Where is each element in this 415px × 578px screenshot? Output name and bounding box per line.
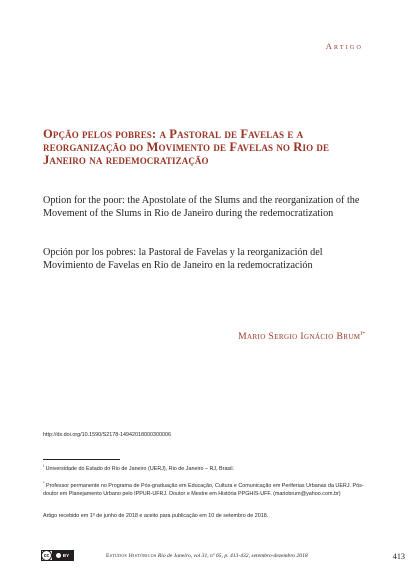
footnote-mark: I: [43, 464, 45, 468]
license-by-label: BY: [62, 553, 70, 558]
article-title-portuguese: Opção pelos pobres: a Pastoral de Favelas e a reorganização do Movimento de Favelas no Rio de Janeiro na redemocratização: [43, 127, 330, 167]
journal-citation: [106, 553, 308, 559]
cc-by-license-badge[interactable]: [41, 550, 74, 561]
footnote-text: Universidade do Estado do Rio de Janeiro (UERJ), Rio de Janeiro – RJ, Brasil.: [45, 465, 235, 472]
author-byline: [238, 331, 365, 342]
author-name: Mario Sergio Ignácio Brum: [238, 331, 361, 343]
article-title-english: Option for the poor: the Apostolate of the Slums and the reorganization of the Movement of the Slums in Rio de Janeiro during the redemocratization: [43, 195, 360, 220]
footnote-mark: *: [43, 481, 45, 485]
citation-details: Rio de Janeiro, vol 31, nº 65, p. 413-432, setembro-dezembro 2018: [157, 553, 308, 559]
author-affiliation-marks: I*: [360, 331, 365, 337]
person-icon: [56, 553, 61, 558]
footnote-text: Professor permanente no Programa de Pós-graduação em Educação, Cultura e Comunicação em Periferias Urbanas da UERJ. Pós-doutor em Planejamento Urbano pelo IPPUR-UFRJ. Doutor e Mestre em História PPGHIS-UFF. (mariobrum@yahoo.com.br): [43, 482, 364, 497]
received-accepted-note: Artigo recebido em 1º de junho de 2018 e aceito para publicação em 10 de setembro de 2018.: [43, 513, 269, 519]
footnote-author-bio: [43, 480, 371, 498]
doi-link[interactable]: http://dx.doi.org/10.1590/S2178-14942018000300006: [43, 432, 171, 438]
section-label: Artigo: [325, 41, 363, 51]
attribution-segment: [52, 551, 73, 560]
journal-name: Estudos Históricos: [106, 553, 157, 559]
page-number: 413: [392, 552, 405, 561]
footnote-divider: [43, 459, 120, 460]
creative-commons-icon: cc: [41, 550, 52, 561]
footnote-affiliation: [43, 463, 371, 474]
article-title-spanish: Opción por los pobres: la Pastoral de Favelas y la reorganización del Movimiento de Favelas en Rio de Janeiro en la redemocratización: [43, 247, 323, 272]
